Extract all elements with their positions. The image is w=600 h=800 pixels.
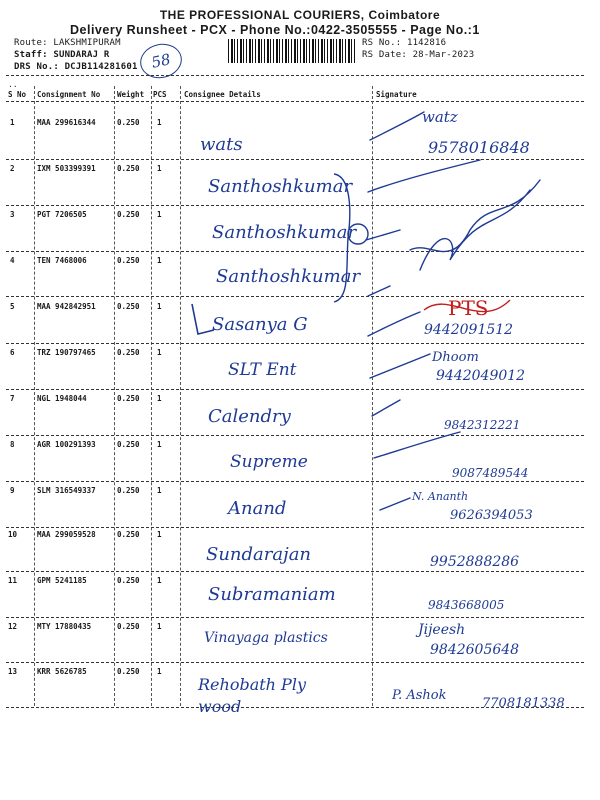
signature-stroke [374,432,460,458]
row-weight: 0.250 [117,530,140,539]
row-pcs: 1 [157,164,162,173]
column-divider [114,86,115,706]
row-consignment-no: KRR 5626785 [37,667,87,676]
row-consignment-no: NGL 1948044 [37,394,87,403]
row-sno: 6 [10,348,15,357]
row-sno: 1 [10,118,15,127]
row-consignment-no: TRZ 190797465 [37,348,96,357]
handwritten-phone: 9442049012 [436,368,526,384]
row-sno: 11 [8,576,18,585]
row-pcs: 1 [157,576,162,585]
drs-number: DRS No.: DCJB114281601 [14,62,138,72]
handwritten-signature: Dhoom [432,350,479,365]
row-weight: 0.250 [117,302,140,311]
signature-stroke [368,286,390,296]
staff-label: Staff: SUNDARAJ R [14,50,110,60]
dots-marker: .. [8,80,18,89]
handwritten-consignee: Rehobath Ply wood [198,675,306,716]
row-pcs: 1 [157,302,162,311]
handwritten-signature: P. Ashok [392,688,447,703]
row-pcs: 1 [157,118,162,127]
row-sno: 13 [8,667,18,676]
handwritten-phone: 9626394053 [450,508,533,523]
row-divider [6,571,584,572]
row-divider [6,527,584,528]
company-title: THE PROFESSIONAL COURIERS, Coimbatore [159,8,441,22]
row-consignment-no: IXM 503399391 [37,164,96,173]
row-consignment-no: TEN 7468006 [37,256,87,265]
handwritten-phone: 9843668005 [428,598,505,612]
handwritten-phone: 9952888286 [430,554,520,570]
signature-stroke [370,112,424,140]
row-sno: 9 [10,486,15,495]
signature-stroke [368,312,420,336]
col-weight: Weight [117,90,145,99]
row-pcs: 1 [157,394,162,403]
row-pcs: 1 [157,348,162,357]
signature-stroke [372,400,400,416]
runsheet-subtitle: Delivery Runsheet - PCX - Phone No.:0422-3505555 - Page No.:1 [70,23,480,37]
row-weight: 0.250 [117,348,140,357]
row-weight: 0.250 [117,667,140,676]
row-divider [6,662,584,663]
handwritten-consignee: Anand [228,498,287,519]
handwritten-phone: 7708181338 [482,696,565,711]
handwritten-consignee: Vinayaga plastics [204,630,328,646]
row-sno: 12 [8,622,18,631]
red-strike-stroke [424,300,510,312]
handwritten-consignee: Santhoshkumar [208,176,353,197]
row-sno: 8 [10,440,15,449]
row-pcs: 1 [157,486,162,495]
row-sno: 5 [10,302,15,311]
signature-stroke [368,160,480,192]
row-weight: 0.250 [117,210,140,219]
row-weight: 0.250 [117,622,140,631]
barcode [228,39,356,63]
check-mark [188,300,218,340]
handwritten-phone: 9842605648 [430,642,520,658]
row-weight: 0.250 [117,576,140,585]
col-pcs: PCS [153,90,167,99]
row-sno: 4 [10,256,15,265]
handwritten-consignee: Calendry [208,406,291,427]
handwritten-phone: 9442091512 [424,322,514,338]
rs-date: RS Date: 28-Mar-2023 [362,50,475,60]
signature-scribbles [360,100,590,520]
row-consignment-no: GPM 5241185 [37,576,87,585]
col-signature: Signature [376,90,417,99]
handwritten-signature: Jijeesh [418,622,466,638]
column-divider [34,86,35,706]
handwritten-consignee: wats [200,134,243,155]
row-pcs: 1 [157,210,162,219]
row-consignment-no: MTY 17880435 [37,622,92,631]
handwritten-consignee: Santhoshkumar [216,266,361,287]
row-weight: 0.250 [117,486,140,495]
handwritten-phone: 9842312221 [444,418,521,432]
row-consignment-no: MAA 942842951 [37,302,96,311]
row-consignment-no: MAA 299616344 [37,118,96,127]
row-divider [6,617,584,618]
signature-stroke [370,354,430,378]
col-sno: S No [8,90,27,99]
col-consignment: Consignment No [37,90,101,99]
handwritten-signature: watz [422,108,458,126]
row-pcs: 1 [157,256,162,265]
signature-stroke [420,190,530,270]
row-pcs: 1 [157,622,162,631]
handwritten-circled-count: 58 [137,40,185,82]
row-weight: 0.250 [117,394,140,403]
rs-number: RS No.: 1142816 [362,38,447,48]
signature-stroke [366,230,400,240]
handwritten-consignee: Supreme [230,452,308,472]
row-weight: 0.250 [117,256,140,265]
route-label: Route: LAKSHMIPURAM [14,38,121,48]
column-divider [151,86,152,706]
grouping-bracket [330,168,370,308]
row-consignment-no: PGT 7206505 [37,210,87,219]
row-weight: 0.250 [117,118,140,127]
handwritten-consignee: Sasanya G [212,314,308,335]
header-divider [6,75,584,76]
row-sno: 7 [10,394,15,403]
handwritten-consignee: SLT Ent [228,360,297,380]
row-consignment-no: SLM 316549337 [37,486,96,495]
column-divider [180,86,181,706]
row-sno: 2 [10,164,15,173]
handwritten-consignee: Santhoshkumar [212,222,357,243]
handwritten-signature: N. Ananth [412,490,469,503]
row-consignment-no: AGR 100291393 [37,440,96,449]
row-weight: 0.250 [117,440,140,449]
handwritten-consignee: Subramaniam [208,584,336,605]
row-pcs: 1 [157,440,162,449]
row-sno: 10 [8,530,18,539]
handwritten-consignee: Sundarajan [206,544,312,565]
signature-stroke [410,180,540,252]
handwritten-phone: 9087489544 [452,466,529,480]
row-consignment-no: MAA 299059528 [37,530,96,539]
row-divider [6,707,584,708]
row-pcs: 1 [157,667,162,676]
col-consignee-details: Consignee Details [184,90,261,99]
row-pcs: 1 [157,530,162,539]
row-sno: 3 [10,210,15,219]
handwritten-signature: PTS [448,296,489,320]
signature-stroke [380,498,410,510]
handwritten-phone: 9578016848 [428,138,530,157]
row-weight: 0.250 [117,164,140,173]
